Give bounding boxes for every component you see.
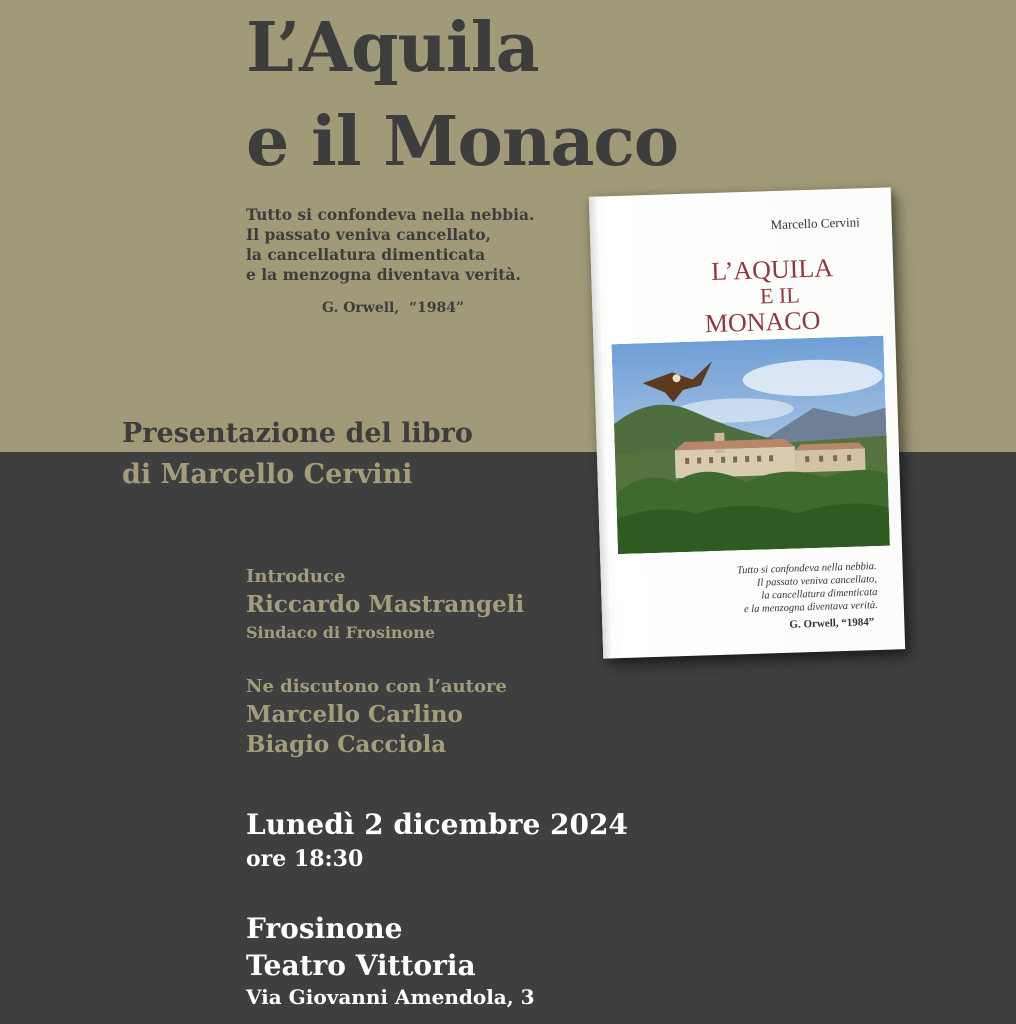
epigraph-line: e la menzogna diventava verità.	[246, 265, 521, 284]
book-cover-photo	[611, 336, 889, 554]
book-cover-quote	[737, 560, 878, 616]
presentation-line-2: di Marcello Cervini	[122, 459, 413, 490]
book-cover-author: Marcello Cervini	[770, 214, 860, 233]
book-cover-quote-line: Il passato veniva cancellato,	[756, 573, 878, 589]
intro-name: Riccardo Mastrangeli	[246, 591, 525, 618]
epigraph	[246, 205, 534, 285]
eagle-monastery-illustration	[611, 336, 889, 554]
book-cover-title-line: MONACO	[704, 305, 821, 339]
poster-title-line-2: e il Monaco	[246, 102, 679, 182]
book-cover-quote-line: e la menzogna diventava verità.	[743, 599, 878, 616]
book-cover-title-line: L’AQUILA	[710, 253, 834, 287]
discussant-name: Marcello Carlino	[246, 701, 463, 728]
presentation-line-1: Presentazione del libro	[122, 418, 473, 449]
poster-title-line-1: L’Aquila	[246, 8, 539, 88]
epigraph-line: la cancellatura dimenticata	[246, 245, 486, 264]
discussion-label: Ne discutono con l’autore	[246, 676, 507, 697]
epigraph-line: Tutto si confondeva nella nebbia.	[246, 205, 535, 224]
epigraph-line: Il passato veniva cancellato,	[246, 225, 492, 244]
event-city: Frosinone	[246, 912, 403, 945]
event-venue: Teatro Vittoria	[246, 949, 476, 982]
book-cover-quote-line: la cancellatura dimenticata	[761, 586, 878, 602]
intro-role: Sindaco di Frosinone	[246, 623, 436, 642]
book-cover	[589, 187, 905, 658]
intro-label: Introduce	[246, 566, 346, 587]
epigraph-work: “1984”	[409, 300, 465, 316]
event-date: Lunedì 2 dicembre 2024	[246, 808, 628, 841]
event-time: ore 18:30	[246, 846, 364, 872]
event-address: Via Giovanni Amendola, 3	[246, 985, 535, 1009]
book-cover-quote-author: G. Orwell, “1984”	[789, 616, 875, 631]
epigraph-author: G. Orwell,	[322, 300, 400, 316]
epigraph-attribution	[322, 300, 464, 316]
discussant-name: Biagio Cacciola	[246, 731, 447, 758]
book-cover-quote-line: Tutto si confondeva nella nebbia.	[736, 561, 877, 577]
book-cover-title-line: E IL	[759, 282, 801, 309]
